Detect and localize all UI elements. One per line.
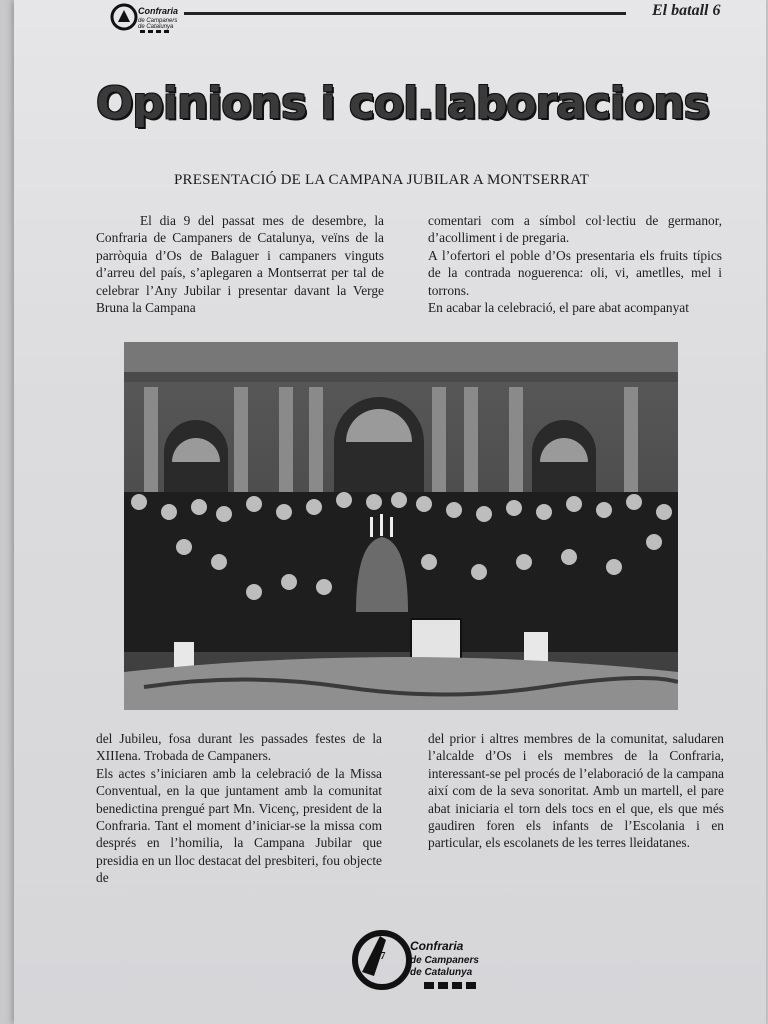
group-photo xyxy=(124,342,678,710)
svg-text:de Campaners: de Campaners xyxy=(410,955,479,966)
svg-text:de Catalunya: de Catalunya xyxy=(410,967,473,978)
confraria-logo xyxy=(110,2,180,34)
paragraph: El dia 9 del passat mes de desembre, la Confraria de Campaners de Catalunya, veïns de la parròquia d’Os de Balaguer i campaners vinguts d’arreu del país, s’aplegaren a Montserrat per tal de celebrar l’Any Jubilar i presentar davant la Verge Bruna la Campana xyxy=(96,213,384,316)
article-column-1 xyxy=(96,212,384,316)
paragraph: En acabar la celebració, el pare abat acompanyat xyxy=(428,300,689,316)
article-column-2 xyxy=(428,212,722,316)
paragraph: A l’ofertori el poble d’Os presentaria els fruits típics de la contrada noguerenca: oli, vi, ametlles, mel i torrons. xyxy=(428,247,722,298)
article-column-4 xyxy=(428,730,724,852)
svg-text:de Catalunya: de Catalunya xyxy=(138,24,174,30)
paragraph: Els actes s’iniciaren amb la celebració de la Missa Conventual, en la que juntament amb la comunitat benedictina prengué part Mn. Vicenç, president de la Confraria. Tant el moment d’iniciar-se la missa com després en l’homilia, la Campana Jubilar que presidia en un lloc destacat del presbiteri, fou objecte de xyxy=(96,765,382,886)
footer-confraria-logo xyxy=(352,926,492,998)
paragraph: del prior i altres membres de la comunitat, saludaren l’alcalde d’Os i els membres de la Confraria, interessant-se pel procés de l’elaboració de la campana així com de la seva sonoritat. Amb un martell, el pare abat iniciaria el torn dels tocs en el que, els que més gaudiren foren els infants de l’Escolania i en particular, els escolanets de les terres lleidatanes. xyxy=(428,731,724,851)
issue-label: El batall 6 xyxy=(652,2,721,19)
section-title: Opinions i col.laboracions xyxy=(96,78,709,129)
magazine-page xyxy=(14,0,766,1024)
svg-text:Confraria: Confraria xyxy=(138,6,179,16)
header-rule xyxy=(184,12,626,15)
svg-text:Confraria: Confraria xyxy=(410,939,464,953)
article-column-3 xyxy=(96,730,382,887)
paragraph: del Jubileu, fosa durant les passades festes de la XIIIena. Trobada de Campaners. xyxy=(96,731,382,764)
article-title: PRESENTACIÓ DE LA CAMPANA JUBILAR A MONTSERRAT xyxy=(174,172,590,188)
page-number: 7 xyxy=(380,950,386,962)
paragraph: comentari com a símbol col·lectiu de germanor, d’acolliment i de pregaria. xyxy=(428,213,722,246)
svg-text:de Campaners: de Campaners xyxy=(138,18,178,24)
